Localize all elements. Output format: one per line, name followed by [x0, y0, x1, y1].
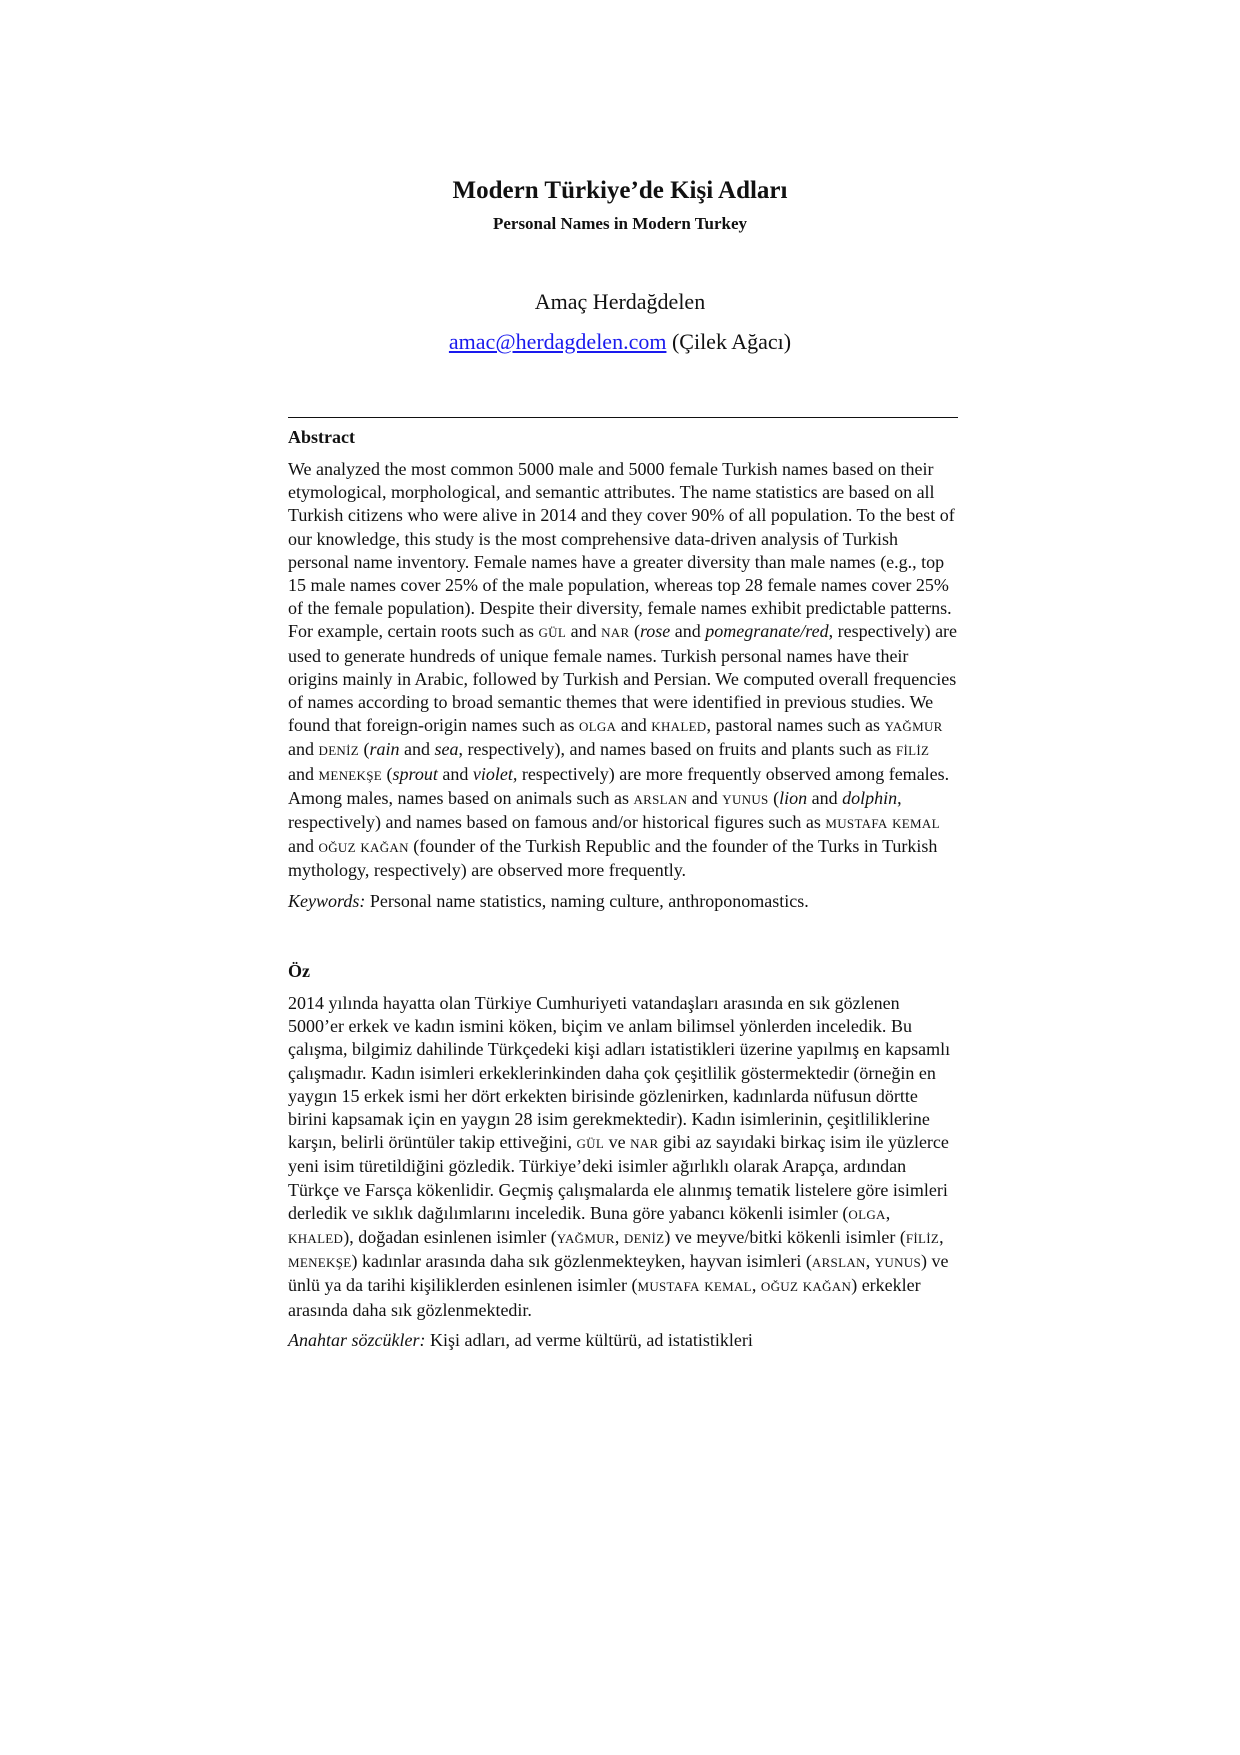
anahtar-sozcukler-text: Kişi adları, ad verme kültürü, ad istatistikleri [429, 1329, 753, 1350]
name-smallcaps: FİLİZ [895, 743, 930, 759]
name-smallcaps: OĞUZ [318, 840, 356, 856]
name-smallcaps: MUSTAFA [637, 1279, 700, 1295]
name-smallcaps: NAR [630, 1136, 659, 1152]
name-smallcaps: KHALED [288, 1231, 344, 1247]
name-smallcaps: ARSLAN [811, 1255, 866, 1271]
name-smallcaps: KEMAL [704, 1279, 752, 1295]
name-smallcaps: KAĞAN [360, 840, 409, 856]
author-contact [0, 328, 1240, 356]
name-smallcaps: KAĞAN [802, 1279, 852, 1295]
name-smallcaps: YUNUS [874, 1255, 921, 1271]
oz-section [288, 959, 958, 1352]
abstract-section [288, 425, 958, 913]
name-smallcaps: YAĞMUR [884, 719, 943, 735]
abstract-body: We analyzed the most common 5000 male and 5000 female Turkish names based on their etymological, morphological, and semantic attributes. The name statistics are based on all Turkish citizens who were alive in 2014 and they cover 90% of all population. To the best of our knowledge, this study is the most comprehensive data-driven analysis of Turkish personal name inventory. Female names have a greater diversity than male names (e.g., top 15 male names cover 25% of the male population, whereas top 28 female names cover 25% of the female population). Despite their diversity, female names exhibit predictable patterns. For example, certain roots such as GÜL and NAR (rose and pomegranate/red, respectively) are used to generate hundreds of unique female names. Turkish personal names have their origins mainly in Arabic, followed by Turkish and Persian. We computed overall frequencies of names according to broad semantic themes that were identified in previous studies. We found that foreign-origin names such as OLGA and KHALED, pastoral names such as YAĞMUR and DENİZ (rain and sea, respectively), and names based on fruits and plants such as FİLİZ and MENEKŞE (sprout and violet, respectively) are more frequently observed among females. Among males, names based on animals such as ARSLAN and YUNUS (lion and dolphin, respectively) and names based on famous and/or historical figures such as MUSTAFA KEMAL and OĞUZ KAĞAN (founder of the Turkish Republic and the founder of the Turks in Turkish mythology, respectively) are observed more frequently. [288, 459, 958, 881]
abstract-heading: Abstract [288, 427, 355, 447]
gloss-italic: violet, [472, 763, 518, 784]
name-smallcaps: OĞUZ [760, 1279, 799, 1295]
paper-subtitle: Personal Names in Modern Turkey [492, 214, 748, 233]
name-smallcaps: YUNUS [722, 791, 769, 807]
name-smallcaps: ARSLAN [633, 791, 688, 807]
anahtar-sozcukler-label: Anahtar sözcükler: [288, 1329, 426, 1350]
oz-body: 2014 yılında hayatta olan Türkiye Cumhuriyeti vatandaşları arasında en sık gözlenen 5000’er erkek ve kadın ismini köken, biçim ve anlam bilimsel yönlerden inceledik. Bu çalışma, bilgimiz dahilinde Türkçedeki kişi adları istatistikleri üzerine yapılmış en kapsamlı çalışmadır. Kadın isimleri erkeklerinkinden daha çok çeşitlilik göstermektedir (örneğin en yaygın 15 erkek ismi her dört erkekten birisinde gözlenirken, kadınlarda nüfusun dörtte birini kapsamak için en yaygın 28 isim gerekmektedir). Kadın isimlerinin, çeşitliliklerine karşın, belirli örüntüler takip ettiveğini, GÜL ve NAR gibi az sayıdaki birkaç isim ile yüzlerce yeni isim türetildiğini gözledik. Türkiye’deki isimler ağırlıklı olarak Arapça, ardından Türkçe ve Farsça kökenlidir. Geçmiş çalışmalarda ele alınmış tematik listelere göre isimleri derledik ve sıklık dağılımlarını inceledik. Buna göre yabancı kökenli isimler (OLGA, KHALED), doğadan esinlenen isimler (YAĞMUR, DENİZ) ve meyve/bitki kökenli isimler (FİLİZ, MENEKŞE) kadınlar arasında daha sık gözlenmekteyken, hayvan isimleri (ARSLAN, YUNUS) ve ünlü ya da tarihi kişiliklerden esinlenen isimler (MUSTAFA KEMAL, OĞUZ KAĞAN) erkekler arasında daha sık gözlenmektedir. [288, 993, 951, 1320]
name-smallcaps: MENEKŞE [318, 767, 382, 783]
keywords-label: Keywords: [288, 890, 366, 911]
gloss-italic: sprout [392, 763, 438, 784]
name-smallcaps: GÜL [538, 625, 567, 641]
name-smallcaps: MENEKŞE [288, 1255, 352, 1271]
title-block [0, 176, 1240, 235]
author-affiliation: (Çilek Ağacı) [671, 329, 792, 354]
oz-keywords [288, 1328, 958, 1352]
gloss-italic: dolphin [842, 787, 898, 808]
name-smallcaps: DENİZ [318, 743, 359, 759]
author-email-link[interactable]: amac@herdagdelen.com [448, 329, 667, 354]
name-smallcaps: OLGA [848, 1206, 886, 1222]
gloss-italic: rain [369, 739, 400, 760]
header-divider [288, 417, 958, 418]
name-smallcaps: YAĞMUR [556, 1231, 615, 1247]
gloss-italic: sea [434, 739, 459, 760]
name-smallcaps: FİLİZ [905, 1231, 940, 1247]
paper-title: Modern Türkiye’de Kişi Adları [452, 177, 788, 204]
gloss-italic: lion [779, 787, 808, 808]
name-smallcaps: DENİZ [623, 1231, 665, 1247]
oz-heading: Öz [288, 961, 310, 981]
author-name: Amaç Herdağdelen [534, 289, 706, 314]
name-smallcaps: OLGA [578, 719, 617, 735]
name-smallcaps: MUSTAFA [825, 816, 888, 832]
keywords-text: Personal name statistics, naming culture, anthroponomastics. [369, 890, 809, 911]
name-smallcaps: GÜL [576, 1136, 605, 1152]
author-block [0, 288, 1240, 356]
gloss-italic: pomegranate/red [705, 621, 829, 642]
name-smallcaps: KHALED [651, 719, 707, 735]
abstract-keywords [288, 889, 958, 913]
name-smallcaps: KEMAL [892, 816, 940, 832]
name-smallcaps: NAR [601, 625, 630, 641]
gloss-italic: rose [639, 621, 671, 642]
